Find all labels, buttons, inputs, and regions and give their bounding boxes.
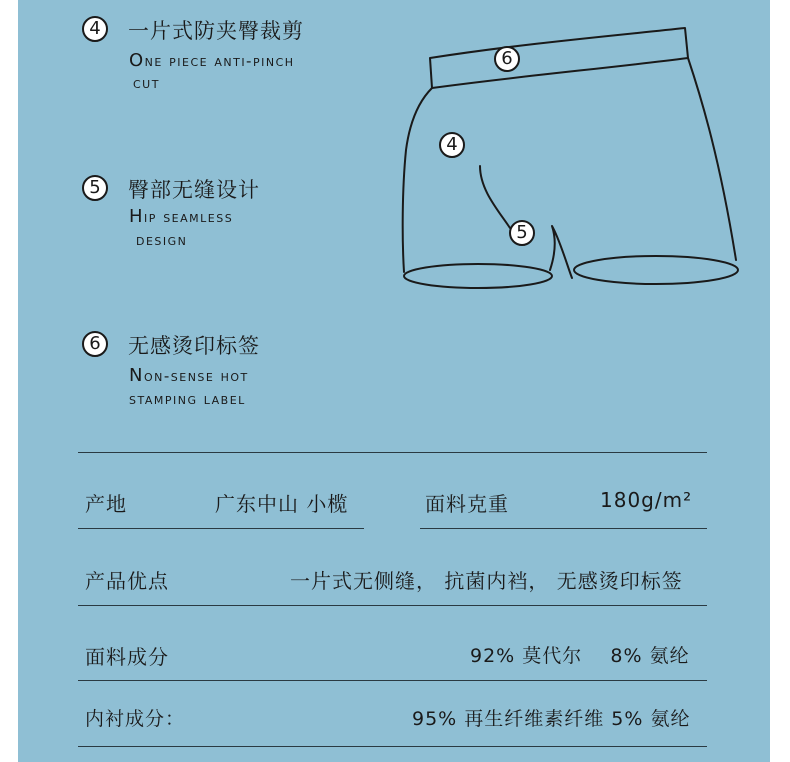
feature-subtitle: Hip seamless xyxy=(129,206,234,227)
right-side-outline xyxy=(688,58,736,260)
diagram-marker-5: 5 xyxy=(509,220,535,246)
feature-subtitle: One piece anti-pinch xyxy=(129,50,295,71)
fabric-label: 面料成分 xyxy=(85,645,169,669)
feature-subtitle-line2: cut xyxy=(133,74,160,92)
feature-title: 臀部无缝设计 xyxy=(128,178,260,202)
feature-number: 5 xyxy=(82,175,108,201)
advantages-value: 一片式无侧缝， 抗菌内裆， 无感烫印标签 xyxy=(290,569,683,593)
divider xyxy=(420,528,707,529)
lining-label: 内衬成分： xyxy=(85,708,186,730)
origin-label: 产地 xyxy=(85,492,127,516)
origin-value: 广东中山 小榄 xyxy=(215,492,349,516)
feature-subtitle: Non-sense hot xyxy=(129,365,249,386)
left-side-outline xyxy=(403,88,432,272)
feature-subtitle-line2: design xyxy=(136,231,188,249)
crotch-outline xyxy=(550,226,572,278)
divider xyxy=(78,452,707,453)
feature-number: 6 xyxy=(82,331,108,357)
divider xyxy=(78,680,707,681)
weight-label: 面料克重 xyxy=(425,492,509,516)
lining-value: 95% 再生纤维素纤维 5% 氨纶 xyxy=(412,708,691,730)
waistband-outline xyxy=(430,28,688,88)
feature-subtitle-line2: stamping label xyxy=(129,390,246,408)
feature-title: 一片式防夹臀裁剪 xyxy=(128,19,304,43)
right-leg-opening xyxy=(574,256,738,284)
feature-title: 无感烫印标签 xyxy=(128,334,260,358)
divider xyxy=(78,528,364,529)
weight-value: 180g/m² xyxy=(600,488,693,512)
fabric-value: 92% 莫代尔 8% 氨纶 xyxy=(470,645,690,667)
advantages-label: 产品优点 xyxy=(85,569,169,593)
diagram-marker-4: 4 xyxy=(439,132,465,158)
feature-number: 4 xyxy=(82,16,108,42)
briefs-illustration xyxy=(380,20,750,300)
divider xyxy=(78,605,707,606)
left-leg-opening xyxy=(404,264,552,288)
divider xyxy=(78,746,707,747)
seam-curve xyxy=(480,166,510,228)
diagram-marker-6: 6 xyxy=(494,46,520,72)
briefs-diagram xyxy=(380,20,750,304)
